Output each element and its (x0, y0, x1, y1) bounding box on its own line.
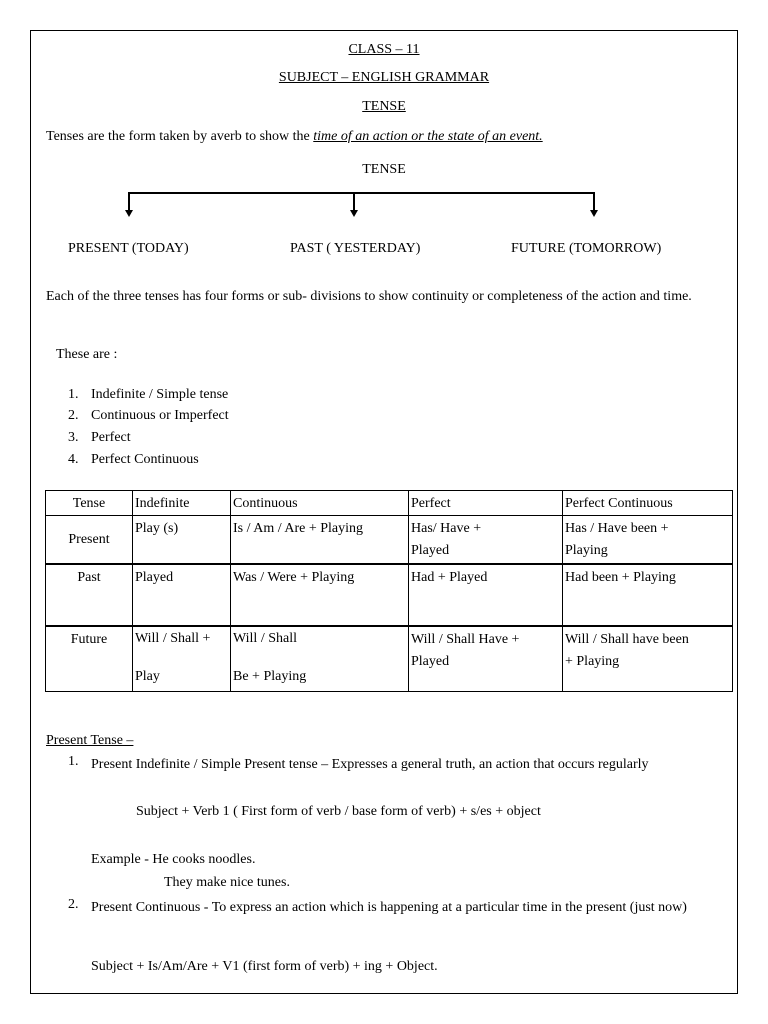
column-header: Continuous (231, 491, 409, 516)
present-continuous-description: Present Continuous - To express an action which is happening at a particular time in the present (just now) (91, 900, 687, 915)
table-cell: Played (133, 564, 231, 626)
row-label: Past (46, 564, 133, 626)
example-line-2: They make nice tunes. (164, 875, 290, 890)
table-cell: Will / Shall have been + Playing (563, 626, 733, 692)
tree-root-label: TENSE (362, 162, 406, 177)
column-header: Perfect (409, 491, 563, 516)
row-label: Future (46, 626, 133, 692)
forms-paragraph: Each of the three tenses has four forms or sub- divisions to show continuity or completeness of the action and time. (46, 289, 692, 304)
table-row (46, 626, 733, 692)
tree-branch-present: PRESENT (TODAY) (68, 241, 189, 256)
arrow-down-icon (590, 210, 598, 217)
tree-branch-line-present (128, 192, 130, 210)
arrow-down-icon (125, 210, 133, 217)
table-cell: Was / Were + Playing (231, 564, 409, 626)
table-cell: Will / Shall Be + Playing (231, 626, 409, 692)
list-item-number: 1. (68, 754, 79, 769)
table-cell: Had + Played (409, 564, 563, 626)
column-header: Perfect Continuous (563, 491, 733, 516)
present-continuous-formula: Subject + Is/Am/Are + V1 (first form of verb) + ing + Object. (91, 959, 438, 974)
list-item: 2. (68, 408, 79, 423)
present-indefinite-formula: Subject + Verb 1 ( First form of verb / base form of verb) + s/es + object (136, 804, 541, 819)
table-cell: Had been + Playing (563, 564, 733, 626)
list-item-text: Perfect Continuous (91, 452, 199, 467)
tree-branch-past: PAST ( YESTERDAY) (290, 241, 421, 256)
definition-emphasis: time of an action or the state of an event. (313, 129, 543, 144)
tree-branch-future: FUTURE (TOMORROW) (511, 241, 662, 256)
tense-definition (46, 129, 543, 145)
tense-table (45, 490, 733, 692)
column-header: Indefinite (133, 491, 231, 516)
topic-title: TENSE (362, 99, 406, 114)
these-are-label: These are : (56, 347, 118, 362)
list-item: 4. (68, 452, 79, 467)
list-item-text: Continuous or Imperfect (91, 408, 229, 423)
tree-branch-line-past (353, 192, 355, 210)
table-cell: Play (s) (133, 516, 231, 564)
column-header: Tense (46, 491, 133, 516)
table-cell: Has / Have been + Playing (563, 516, 733, 564)
table-row (46, 564, 733, 626)
example-line-1: Example - He cooks noodles. (91, 852, 256, 867)
arrow-down-icon (350, 210, 358, 217)
list-item-number: 2. (68, 897, 79, 912)
list-item-text: Perfect (91, 430, 131, 445)
table-cell: Will / Shall Have + Played (409, 626, 563, 692)
list-item: 3. (68, 430, 79, 445)
table-cell: Is / Am / Are + Playing (231, 516, 409, 564)
table-row (46, 516, 733, 564)
list-item: 1. (68, 387, 79, 402)
class-heading: CLASS – 11 (348, 42, 420, 57)
definition-text: Tenses are the form taken by averb to show the (46, 129, 314, 144)
table-cell: Will / Shall + Play (133, 626, 231, 692)
subject-heading: SUBJECT – ENGLISH GRAMMAR (278, 70, 490, 85)
tree-horizontal-line (128, 192, 595, 194)
tree-branch-line-future (593, 192, 595, 210)
list-item-text: Indefinite / Simple tense (91, 387, 229, 402)
present-tense-heading: Present Tense – (46, 733, 134, 748)
row-label: Present (46, 516, 133, 564)
table-cell: Has/ Have + Played (409, 516, 563, 564)
table-header-row (46, 491, 733, 516)
present-indefinite-description: Present Indefinite / Simple Present tense – Expresses a general truth, an action that occurs regularly (91, 757, 649, 772)
